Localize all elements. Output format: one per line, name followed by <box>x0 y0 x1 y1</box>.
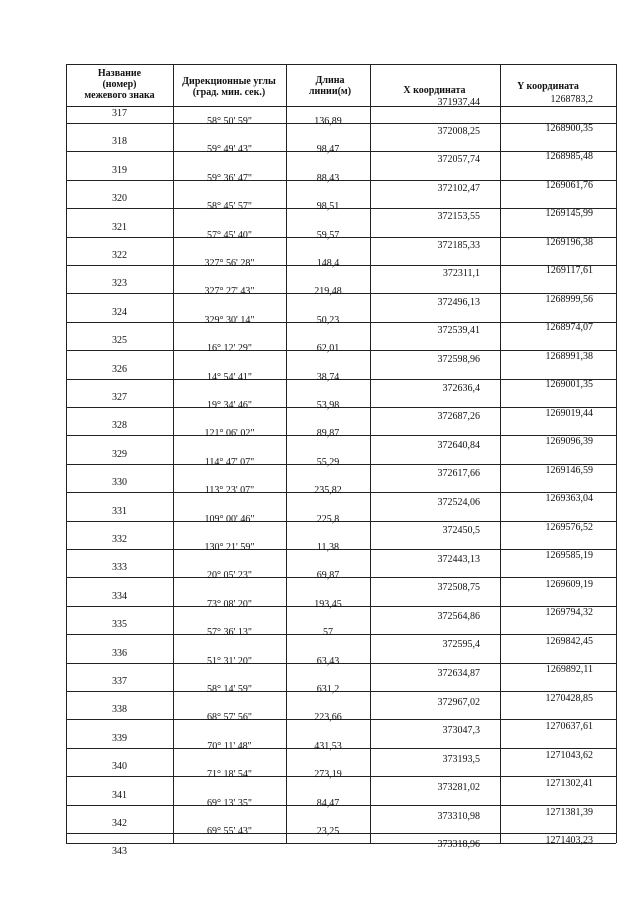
line-length: 219,48 <box>314 286 342 298</box>
y-coordinate: 1269001,35 <box>545 379 593 390</box>
y-coordinate: 1268991,38 <box>545 350 593 362</box>
line-length: 11,38 <box>316 542 340 553</box>
y-coordinate: 1269585,19 <box>545 550 593 561</box>
y-coordinate: 1270637,61 <box>545 721 593 732</box>
point-name: 333 <box>112 562 127 574</box>
line-length: 84,47 <box>316 797 340 809</box>
y-coordinate: 1268900,35 <box>545 122 593 134</box>
point-name: 323 <box>112 278 127 290</box>
direction-angle: 69° 55' 43" <box>207 826 252 837</box>
column-border <box>616 64 617 843</box>
line-length: 38,74 <box>316 371 340 383</box>
point-name: 332 <box>112 534 127 545</box>
direction-angle: 70° 11' 48" <box>207 740 252 752</box>
y-coordinate: 1269892,11 <box>545 664 593 675</box>
point-name: 342 <box>112 818 127 829</box>
point-name: 334 <box>112 590 127 602</box>
direction-angle: 327° 56' 28" <box>204 258 255 269</box>
direction-angle: 59° 36' 47" <box>207 172 252 184</box>
direction-angle: 51° 31' 20" <box>207 655 252 667</box>
direction-angle: 68° 57' 56" <box>207 712 252 724</box>
point-name: 341 <box>112 789 127 801</box>
point-name: 325 <box>112 335 127 347</box>
point-name: 322 <box>112 250 127 261</box>
x-coordinate: 372153,55 <box>437 211 480 223</box>
y-coordinate: 1268999,56 <box>545 293 593 305</box>
point-name: 319 <box>112 164 127 176</box>
y-coordinate: 1269609,19 <box>545 578 593 590</box>
y-coordinate: 1268985,48 <box>545 151 593 162</box>
point-name: 324 <box>112 306 127 318</box>
line-length: 223,66 <box>314 712 342 724</box>
point-name: 320 <box>112 193 127 205</box>
x-coordinate: 372508,75 <box>437 582 480 594</box>
direction-angle: 113° 23' 07" <box>204 485 255 497</box>
line-length: 53,98 <box>316 400 340 411</box>
x-coordinate: 371937,44 <box>437 97 480 108</box>
x-coordinate: 373310,98 <box>437 810 480 822</box>
line-length: 88,43 <box>316 172 340 184</box>
point-name: 330 <box>112 477 127 489</box>
y-coordinate: 1268974,07 <box>545 322 593 333</box>
x-coordinate: 372443,13 <box>437 553 480 565</box>
point-name: 336 <box>112 647 127 659</box>
header-bottom-border <box>66 106 616 107</box>
x-coordinate: 372617,66 <box>437 468 480 480</box>
y-coordinate: 1269794,32 <box>545 607 593 618</box>
y-coordinate: 1270428,85 <box>545 692 593 704</box>
x-coordinate: 372102,47 <box>437 182 480 194</box>
y-coordinate: 1271381,39 <box>545 806 593 818</box>
x-coordinate: 372185,33 <box>437 239 480 251</box>
column-border <box>173 64 174 843</box>
direction-angle: 327° 27' 43" <box>204 286 255 298</box>
direction-angle: 109° 00' 46" <box>204 513 255 525</box>
line-length: 235,82 <box>314 485 342 497</box>
column-border <box>370 64 371 843</box>
line-length: 63,43 <box>316 655 340 667</box>
direction-angle: 329° 30' 14" <box>204 314 255 326</box>
x-coordinate: 372640,84 <box>437 439 480 451</box>
x-coordinate: 372008,25 <box>437 125 480 137</box>
header-line-length: Длина линии(м) <box>308 75 352 97</box>
y-coordinate: 1269842,45 <box>545 635 593 647</box>
x-coordinate: 372595,4 <box>442 639 480 651</box>
direction-angle: 20° 05' 23" <box>207 570 252 582</box>
y-coordinate: 1269061,76 <box>545 179 593 191</box>
line-length: 62,01 <box>316 343 340 355</box>
header-x-coordinate: X координата <box>403 85 466 96</box>
y-coordinate: 1271302,41 <box>545 778 593 789</box>
line-length: 98,51 <box>316 201 340 213</box>
header-y-coordinate: Y координата <box>517 81 579 92</box>
line-length: 59,57 <box>316 229 340 241</box>
x-coordinate: 372967,02 <box>437 696 480 708</box>
direction-angle: 130° 21' 59" <box>204 542 255 553</box>
line-length: 631,2 <box>316 684 340 695</box>
point-name: 328 <box>112 420 127 432</box>
direction-angle: 73° 08' 20" <box>207 598 252 610</box>
column-border <box>500 64 501 843</box>
line-length: 89,87 <box>316 428 340 440</box>
line-length: 273,19 <box>314 769 342 781</box>
line-length: 50,23 <box>316 314 340 326</box>
header-point-name: Название (номер) межевого знака <box>84 68 155 101</box>
x-coordinate: 372450,5 <box>442 525 480 537</box>
line-length: 55,29 <box>316 456 340 468</box>
x-coordinate: 372057,74 <box>437 154 480 166</box>
y-coordinate: 1269196,38 <box>545 236 593 248</box>
line-length: 57 <box>323 627 333 639</box>
point-name: 317 <box>112 108 127 119</box>
y-coordinate: 1271043,62 <box>545 749 593 761</box>
direction-angle: 57° 36' 13" <box>207 627 252 639</box>
y-coordinate: 1269576,52 <box>545 521 593 533</box>
point-name: 337 <box>112 676 127 687</box>
point-name: 329 <box>112 448 127 460</box>
point-name: 321 <box>112 221 127 233</box>
point-name: 335 <box>112 619 127 631</box>
direction-angle: 58° 14' 59" <box>207 684 252 695</box>
direction-angle: 114° 47' 07" <box>204 456 255 468</box>
x-coordinate: 372496,13 <box>437 296 480 308</box>
line-length: 98,47 <box>316 144 340 156</box>
x-coordinate: 372598,96 <box>437 353 480 365</box>
header-direction-angle: Дирекционные углы (град. мин. сек.) <box>182 76 276 98</box>
line-length: 69,87 <box>316 570 340 582</box>
line-length: 148,4 <box>316 258 340 269</box>
table-top-border <box>66 64 616 65</box>
x-coordinate: 372564,86 <box>437 610 480 622</box>
x-coordinate: 372524,06 <box>437 496 480 508</box>
direction-angle: 59° 49' 43" <box>207 144 252 156</box>
line-length: 136,89 <box>314 116 342 127</box>
x-coordinate: 373193,5 <box>442 753 480 765</box>
direction-angle: 57° 45' 40" <box>207 229 252 241</box>
direction-angle: 121° 06' 02" <box>204 428 255 440</box>
point-name: 331 <box>112 505 127 517</box>
x-coordinate: 373318,96 <box>437 839 480 851</box>
line-length: 225,8 <box>316 513 340 525</box>
direction-angle: 19° 34' 46" <box>207 400 252 411</box>
y-coordinate: 1269019,44 <box>545 407 593 419</box>
y-coordinate: 1269363,04 <box>545 493 593 504</box>
point-name: 343 <box>112 846 127 858</box>
x-coordinate: 373281,02 <box>437 782 480 794</box>
y-coordinate: 1269096,39 <box>545 436 593 447</box>
direction-angle: 14° 54' 41" <box>207 371 252 383</box>
direction-angle: 69° 13' 35" <box>207 797 252 809</box>
x-coordinate: 372539,41 <box>437 325 480 337</box>
direction-angle: 71° 18' 54" <box>207 769 252 781</box>
line-length: 193,45 <box>314 598 342 610</box>
x-coordinate: 373047,3 <box>442 725 480 737</box>
point-name: 327 <box>112 392 127 403</box>
y-coordinate: 1269146,59 <box>545 464 593 476</box>
point-name: 340 <box>112 761 127 773</box>
y-coordinate: 1269117,61 <box>545 265 593 276</box>
point-name: 338 <box>112 704 127 716</box>
line-length: 431,53 <box>314 740 342 752</box>
direction-angle: 58° 45' 57" <box>207 201 252 213</box>
point-name: 326 <box>112 363 127 375</box>
line-length: 23,25 <box>316 826 340 837</box>
y-coordinate: 1269145,99 <box>545 208 593 219</box>
x-coordinate: 372636,4 <box>442 382 480 394</box>
point-name: 318 <box>112 136 127 148</box>
x-coordinate: 372634,87 <box>437 668 480 679</box>
x-coordinate: 372311,1 <box>442 268 480 280</box>
column-border <box>286 64 287 843</box>
y-coordinate: 1271403,23 <box>545 835 593 846</box>
point-name: 339 <box>112 732 127 744</box>
direction-angle: 16° 12' 29" <box>207 343 252 355</box>
direction-angle: 58° 50' 59" <box>207 116 252 127</box>
x-coordinate: 372687,26 <box>437 411 480 423</box>
y-coordinate: 1268783,2 <box>550 94 593 105</box>
